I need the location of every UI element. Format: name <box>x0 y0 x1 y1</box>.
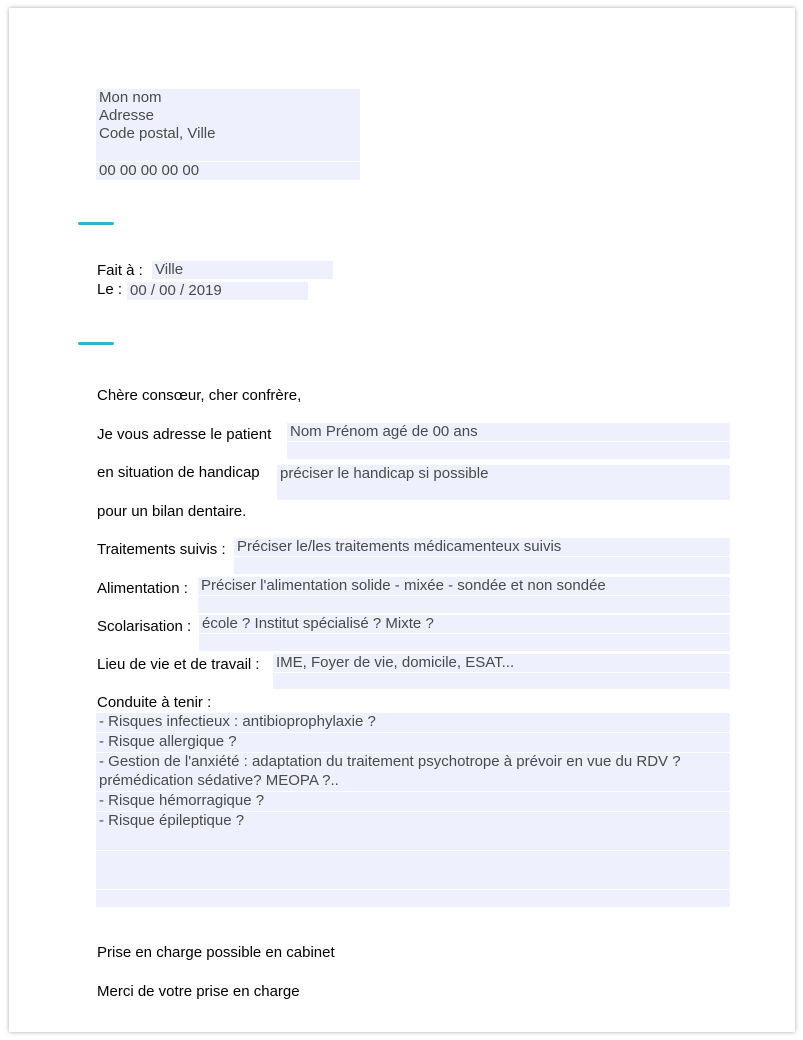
sender-empty-line[interactable] <box>96 143 360 161</box>
patient-field-line-2[interactable] <box>287 442 730 459</box>
sender-phone-field[interactable]: 00 00 00 00 00 <box>96 162 360 180</box>
conduct-label: Conduite à tenir : <box>97 694 212 711</box>
conduct-line[interactable]: - Gestion de l'anxiété : adaptation du traitement psychotrope à prévoir en vue du RDV ? <box>96 753 730 772</box>
handicap-field-line-2[interactable] <box>277 483 730 500</box>
conduct-line[interactable]: - Risque épileptique ? <box>96 812 730 831</box>
treatments-field-line-2[interactable] <box>234 557 730 574</box>
treatments-field[interactable]: Préciser le/les traitements médicamenteux suivis <box>234 538 730 556</box>
schooling-label: Scolarisation : <box>97 618 192 635</box>
conduct-empty-line[interactable] <box>96 831 730 850</box>
living-field[interactable]: IME, Foyer de vie, domicile, ESAT... <box>273 654 730 672</box>
handicap-label: en situation de handicap <box>97 464 260 481</box>
conduct-empty-line[interactable] <box>96 870 730 889</box>
sender-address-field[interactable]: Adresse <box>96 107 360 125</box>
handicap-field[interactable]: préciser le handicap si possible <box>277 465 730 483</box>
conduct-line[interactable]: - Risques infectieux : antibioprophylaxie ? <box>96 713 730 732</box>
conduct-line[interactable]: - Risque hémorragique ? <box>96 792 730 811</box>
conduct-line[interactable]: - Risque allergique ? <box>96 733 730 752</box>
living-field-line-2[interactable] <box>273 673 730 689</box>
schooling-field-line-2[interactable] <box>199 634 730 651</box>
living-label: Lieu de vie et de travail : <box>97 656 260 673</box>
sender-name-field[interactable]: Mon nom <box>96 89 360 107</box>
purpose-text: pour un bilan dentaire. <box>97 503 247 520</box>
sender-city-field[interactable]: Code postal, Ville <box>96 125 360 143</box>
place-label: Fait à : <box>97 262 143 279</box>
divider-accent-2 <box>78 342 114 345</box>
conduct-line[interactable]: prémédication sédative? MEOPA ?.. <box>96 772 730 791</box>
greeting-text: Chère consœur, cher confrère, <box>97 387 302 404</box>
letter-page <box>9 8 795 1032</box>
treatments-label: Traitements suivis : <box>97 541 226 558</box>
date-field[interactable]: 00 / 00 / 2019 <box>127 282 308 300</box>
closing-text-1: Prise en charge possible en cabinet <box>97 944 335 961</box>
diet-label: Alimentation : <box>97 580 188 597</box>
conduct-empty-line[interactable] <box>96 851 730 870</box>
divider-accent-1 <box>78 222 114 225</box>
conduct-empty-line[interactable] <box>96 890 730 907</box>
patient-field[interactable]: Nom Prénom agé de 00 ans <box>287 423 730 441</box>
diet-field-line-2[interactable] <box>198 596 730 613</box>
schooling-field[interactable]: école ? Institut spécialisé ? Mixte ? <box>199 615 730 633</box>
date-label: Le : <box>97 281 123 298</box>
patient-label: Je vous adresse le patient <box>97 426 272 443</box>
closing-text-2: Merci de votre prise en charge <box>97 983 300 1000</box>
diet-field[interactable]: Préciser l'alimentation solide - mixée - sondée et non sondée <box>198 577 730 595</box>
place-field[interactable]: Ville <box>152 261 333 279</box>
